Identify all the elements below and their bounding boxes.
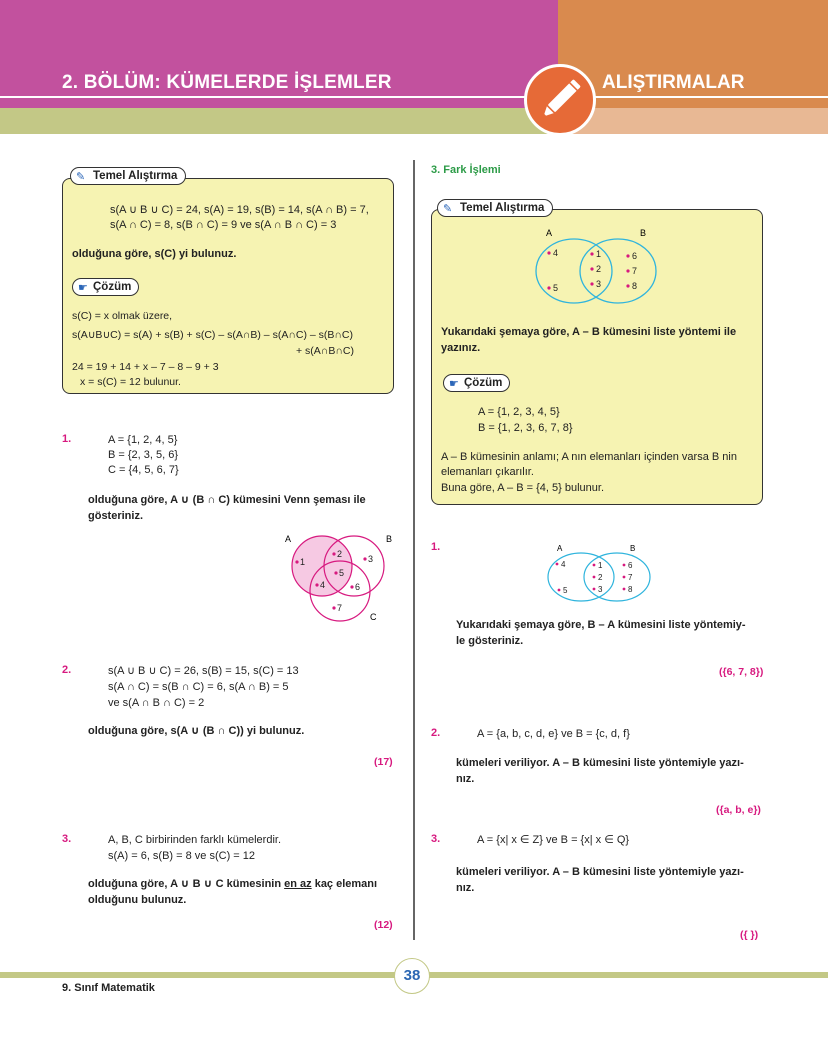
venn-element: 7 [337, 603, 343, 613]
venn-diagram-ab [528, 226, 664, 308]
solution-line-4: 24 = 19 + 14 + x – 7 – 8 – 9 + 3 [72, 361, 219, 373]
page-number: 38 [394, 958, 430, 994]
venn-element: 7 [632, 266, 638, 276]
solution-line-2: s(A∪B∪C) = s(A) + s(B) + s(C) – s(A∩B) – s(A∩C) – s(B∩C) [72, 329, 353, 341]
venn-label-a: A [285, 534, 292, 544]
r-q1-question-line-1: Yukarıdaki şemaya göre, B – A kümesini liste yöntemiy- [456, 619, 746, 631]
venn-element: 4 [553, 248, 559, 258]
solution-tab-label: Çözüm [464, 377, 503, 389]
question-number: 3. [62, 833, 72, 845]
venn-element: 3 [596, 279, 602, 289]
venn-element: 3 [368, 554, 374, 564]
example-question-line-1: Yukarıdaki şemaya göre, A – B kümesini liste yöntemi ile [441, 326, 737, 338]
solution-line-5: Buna göre, A – B = {4, 5} bulunur. [441, 482, 604, 494]
q3-question-line-2: olduğunu bulunuz. [88, 894, 187, 906]
venn-element: 2 [598, 573, 603, 582]
solution-line-1: s(C) = x olmak üzere, [72, 310, 173, 322]
question-number: 2. [431, 727, 441, 739]
venn-element: 5 [553, 283, 559, 293]
pencil-icon: ✎ [76, 171, 86, 183]
q2-question: olduğuna göre, s(A ∪ (B ∩ C)) yi bulunuz. [88, 725, 305, 737]
venn-label-b: B [630, 544, 636, 553]
q1-question-line-2: gösteriniz. [88, 510, 144, 522]
q3-question-part: olduğuna göre, A ∪ B ∪ C kümesinin [88, 878, 285, 890]
r-q3-question-line-2: nız. [456, 882, 475, 894]
r-q2-question-line-2: nız. [456, 773, 475, 785]
example-tab-label: Temel Alıştırma [93, 170, 178, 182]
hand-pointer-icon: ☛ [78, 282, 88, 294]
solution-line-2: B = {1, 2, 3, 6, 7, 8} [478, 422, 573, 434]
pencil-icon [524, 64, 596, 136]
r-q1-answer: ({6, 7, 8}) [719, 666, 764, 678]
book-title: 9. Sınıf Matematik [62, 982, 155, 994]
header-sub-band-left [0, 108, 558, 134]
venn-element: 7 [628, 573, 633, 582]
venn-element: 6 [355, 582, 361, 592]
question-number: 1. [62, 433, 72, 445]
question-number: 1. [431, 541, 441, 553]
section-title: ALIŞTIRMALAR [602, 72, 745, 93]
venn-element: 4 [561, 560, 566, 569]
q1-question-line-1: olduğuna göre, A ∪ (B ∩ C) kümesini Venn şeması ile [88, 494, 366, 506]
section-heading: 3. Fark İşlemi [431, 164, 501, 176]
solution-line-5: x = s(C) = 12 bulunur. [80, 376, 181, 388]
q3-question-part: kaç elemanı [311, 878, 378, 890]
venn-element: 5 [339, 568, 345, 578]
venn-element: 6 [628, 561, 633, 570]
venn-element: 2 [596, 264, 602, 274]
example-tab [437, 199, 553, 217]
header-divider-line [0, 96, 828, 98]
header-sub-band-right [558, 108, 828, 134]
q3-question-line-1 [88, 877, 377, 892]
question-number: 3. [431, 833, 441, 845]
venn-circle-b [580, 239, 656, 303]
example-tab-label: Temel Alıştırma [460, 202, 545, 214]
r-q3-answer: ({ }) [740, 929, 759, 941]
venn-diagram-abc [280, 530, 400, 630]
venn-element: 1 [300, 557, 306, 567]
venn-circle-a [548, 553, 614, 601]
solution-tab [443, 374, 510, 392]
venn-label-a: A [557, 544, 563, 553]
venn-element: 8 [632, 281, 638, 291]
r-q2-given: A = {a, b, c, d, e} ve B = {c, d, f} [477, 728, 630, 740]
set-c: C = {4, 5, 6, 7} [108, 464, 179, 476]
q3-answer: (12) [374, 919, 393, 931]
solution-tab [72, 278, 139, 296]
venn-label-c: C [370, 612, 377, 622]
hand-pointer-icon: ☛ [449, 378, 459, 390]
venn-diagram-ab-small [540, 540, 660, 606]
venn-element: 1 [598, 561, 603, 570]
solution-line-1: A = {1, 2, 3, 4, 5} [478, 406, 560, 418]
venn-label-b: B [640, 228, 647, 238]
pencil-icon: ✎ [443, 203, 453, 215]
solution-line-3: + s(A∩B∩C) [296, 345, 354, 357]
q3-question-underlined: en az [284, 878, 312, 890]
chapter-title: 2. BÖLÜM: KÜMELERDE İŞLEMLER [62, 72, 392, 93]
venn-element: 3 [598, 585, 603, 594]
column-divider [413, 160, 415, 940]
set-a: A = {1, 2, 4, 5} [108, 434, 178, 446]
q2-line-1: s(A ∪ B ∪ C) = 26, s(B) = 15, s(C) = 13 [108, 665, 299, 677]
example-question-line-2: yazınız. [441, 342, 481, 354]
venn-element: 8 [628, 585, 633, 594]
venn-label-b: B [386, 534, 393, 544]
r-q3-question-line-1: kümeleri veriliyor. A – B kümesini liste yöntemiyle yazı- [456, 866, 744, 878]
set-b: B = {2, 3, 5, 6} [108, 449, 179, 461]
question-number: 2. [62, 664, 72, 676]
q3-line-1: A, B, C birbirinden farklı kümelerdir. [108, 834, 282, 846]
example-question: olduğuna göre, s(C) yi bulunuz. [72, 248, 237, 260]
venn-element: 4 [320, 580, 326, 590]
venn-element: 5 [563, 586, 568, 595]
example-tab [70, 167, 186, 185]
q2-line-3: ve s(A ∩ B ∩ C) = 2 [108, 697, 205, 709]
r-q2-answer: ({a, b, e}) [716, 804, 761, 816]
solution-tab-label: Çözüm [93, 281, 132, 293]
example-given-1: s(A ∪ B ∪ C) = 24, s(A) = 19, s(B) = 14, s(A ∩ B) = 7, [110, 204, 369, 216]
solution-line-3: A – B kümesinin anlamı; A nın elemanları içinden varsa B nin [441, 451, 737, 463]
venn-element: 2 [337, 549, 343, 559]
r-q2-question-line-1: kümeleri veriliyor. A – B kümesini liste yöntemiyle yazı- [456, 757, 744, 769]
solution-line-4: elemanları çıkarılır. [441, 466, 534, 478]
r-q1-question-line-2: le gösteriniz. [456, 635, 524, 647]
q3-line-2: s(A) = 6, s(B) = 8 ve s(C) = 12 [108, 850, 256, 862]
q2-answer: (17) [374, 756, 393, 768]
venn-element: 6 [632, 251, 638, 261]
r-q3-given: A = {x| x ∈ Z} ve B = {x| x ∈ Q} [477, 834, 630, 846]
venn-element: 1 [596, 249, 602, 259]
q2-line-2: s(A ∩ C) = s(B ∩ C) = 6, s(A ∩ B) = 5 [108, 681, 289, 693]
example-given-2: s(A ∩ C) = 8, s(B ∩ C) = 9 ve s(A ∩ B ∩ C) = 3 [110, 219, 337, 231]
venn-label-a: A [546, 228, 553, 238]
